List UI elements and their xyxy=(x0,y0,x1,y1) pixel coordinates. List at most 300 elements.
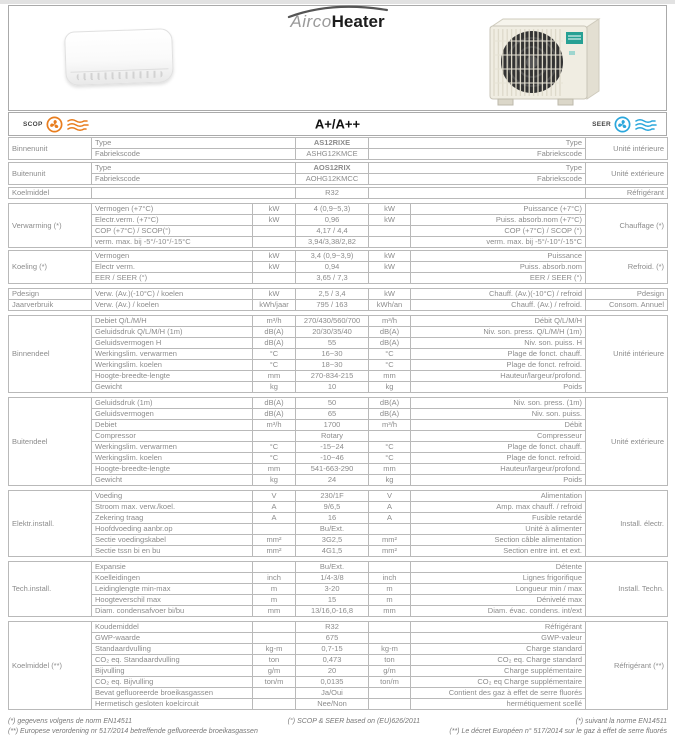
spec-label-nl: Debiet Q/L/M/H xyxy=(92,316,253,327)
unit-fr: g/m xyxy=(369,666,411,677)
unit-nl xyxy=(253,524,296,535)
spec-label-fr: Puissance xyxy=(411,251,586,262)
spec-value: 3-20 xyxy=(296,584,369,595)
unit-fr: °C xyxy=(369,360,411,371)
category-nl: Koeling (*) xyxy=(9,251,92,284)
spec-label-nl: Verw. (Av.)(-10°C) / koelen xyxy=(92,289,253,300)
table-row xyxy=(9,677,668,688)
spec-value: Bu/Ext. xyxy=(296,524,369,535)
spec-label-fr: Poids xyxy=(411,382,586,393)
spec-label-nl: Werkingslim. koelen xyxy=(92,360,253,371)
spec-value: 541-663-290 xyxy=(296,464,369,475)
spec-label-fr: Fusible retardé xyxy=(411,513,586,524)
spec-label-nl: Sectie voedingskabel xyxy=(92,535,253,546)
spec-label-fr: verm. max. bij -5°/-10°/-15°C xyxy=(411,237,586,248)
unit-fr: kWh/an xyxy=(369,300,411,311)
spec-label-fr: Poids xyxy=(411,475,586,486)
spec-label-nl: Werkingslim. verwarmen xyxy=(92,442,253,453)
table-row xyxy=(9,431,668,442)
spec-label-fr: Type xyxy=(369,163,586,174)
spec-value: AOHG12KMCC xyxy=(296,174,369,185)
spec-label-fr: CO₂ eq. Charge standard xyxy=(411,655,586,666)
unit-fr: V xyxy=(369,491,411,502)
footnote-fr-en14511: (*) suivant la norme EN14511 xyxy=(575,718,667,725)
table-row xyxy=(9,699,668,710)
spec-value: 20/30/35/40 xyxy=(296,327,369,338)
unit-nl: dB(A) xyxy=(253,338,296,349)
spec-label-nl: verm. max. bij -5°/-10°/-15°C xyxy=(92,237,253,248)
unit-nl: m xyxy=(253,584,296,595)
spec-value: Bu/Ext. xyxy=(296,562,369,573)
spec-label-fr: EER / SEER (°) xyxy=(411,273,586,284)
unit-nl xyxy=(253,226,296,237)
unit-fr: °C xyxy=(369,349,411,360)
spec-label-fr: COP (+7°C) / SCOP (°) xyxy=(411,226,586,237)
category-fr: Chauffage (*) xyxy=(586,204,668,248)
spec-label-fr: Charge standard xyxy=(411,644,586,655)
spec-value: 3,4 (0,9~3,9) xyxy=(296,251,369,262)
spec-label-nl: Hoogte-breedte-lengte xyxy=(92,464,253,475)
unit-fr: m xyxy=(369,595,411,606)
unit-nl: A xyxy=(253,513,296,524)
spec-label-fr: GWP-valeur xyxy=(411,633,586,644)
spec-label-fr: CO₂ eq Charge supplémentaire xyxy=(411,677,586,688)
spec-table-4 xyxy=(8,203,668,248)
unit-fr xyxy=(369,273,411,284)
unit-fr xyxy=(369,633,411,644)
spec-value: 13/16,0-16,8 xyxy=(296,606,369,617)
spec-label-nl: Fabriekscode xyxy=(92,149,296,160)
unit-fr: kW xyxy=(369,204,411,215)
table-row xyxy=(9,163,668,174)
unit-nl: V xyxy=(253,491,296,502)
table-row xyxy=(9,409,668,420)
table-row xyxy=(9,237,668,248)
table-row xyxy=(9,204,668,215)
table-row xyxy=(9,327,668,338)
spec-label-nl: Vermogen xyxy=(92,251,253,262)
category-nl: Jaarverbruik xyxy=(9,300,92,311)
spec-value: Nee/Non xyxy=(296,699,369,710)
unit-fr: mm² xyxy=(369,535,411,546)
table-row xyxy=(9,349,668,360)
unit-nl: mm xyxy=(253,371,296,382)
spec-label-fr: Plage de fonct. refroid. xyxy=(411,453,586,464)
spec-label-fr: Diam. évac. condens. int/ext xyxy=(411,606,586,617)
table-row xyxy=(9,442,668,453)
brand-logo-heater: Heater xyxy=(331,12,385,31)
unit-fr xyxy=(369,237,411,248)
spec-label-fr: Puiss. absorb.nom xyxy=(411,262,586,273)
spec-label-nl: EER / SEER (°) xyxy=(92,273,253,284)
table-row xyxy=(9,535,668,546)
scop-group xyxy=(23,113,90,135)
unit-nl: m³/h xyxy=(253,316,296,327)
spec-label-nl: Leidinglengte min-max xyxy=(92,584,253,595)
footnote-line-2 xyxy=(8,727,667,737)
unit-nl: kg xyxy=(253,382,296,393)
spec-label-fr: Puissance (+7°C) xyxy=(411,204,586,215)
category-nl: Elektr.install. xyxy=(9,491,92,557)
spec-value: 795 / 163 xyxy=(296,300,369,311)
spec-label-nl: Type xyxy=(92,138,296,149)
unit-fr: m³/h xyxy=(369,316,411,327)
spec-value: 0,7-15 xyxy=(296,644,369,655)
spec-value: AOS12RIX xyxy=(296,163,369,174)
unit-nl: m³/h xyxy=(253,420,296,431)
unit-fr: ton/m xyxy=(369,677,411,688)
spec-value: 0,96 xyxy=(296,215,369,226)
spec-label-nl: Geluidsdruk (1m) xyxy=(92,398,253,409)
unit-nl: °C xyxy=(253,453,296,464)
category-nl: Tech.install. xyxy=(9,562,92,617)
unit-fr xyxy=(369,699,411,710)
spec-value: 1700 xyxy=(296,420,369,431)
spec-label-fr: Niv. son. press. Q/L/M/H (1m) xyxy=(411,327,586,338)
table-row xyxy=(9,655,668,666)
spec-label-nl: Hoogte-breedte-lengte xyxy=(92,371,253,382)
unit-nl: kW xyxy=(253,215,296,226)
spec-value: 50 xyxy=(296,398,369,409)
table-row xyxy=(9,174,668,185)
unit-fr: mm xyxy=(369,606,411,617)
table-row xyxy=(9,546,668,557)
category-fr: Pdesign xyxy=(586,289,668,300)
logo-swoosh-icon xyxy=(286,5,391,19)
footnote-scop-seer: (°) SCOP & SEER based on (EU)626/2011 xyxy=(287,718,421,725)
indoor-unit-image xyxy=(64,28,174,86)
category-nl: Pdesign xyxy=(9,289,92,300)
table-row xyxy=(9,262,668,273)
spec-label-fr: Chauff. (Av.)(-10°C) / refroid xyxy=(411,289,586,300)
spec-label-fr: Charge supplémentaire xyxy=(411,666,586,677)
category-nl: Koelmiddel xyxy=(9,188,92,199)
energy-rating-value: A+/A++ xyxy=(314,116,361,132)
table-row xyxy=(9,398,668,409)
spec-label-fr: Plage de fonct. chauff. xyxy=(411,442,586,453)
unit-nl: dB(A) xyxy=(253,398,296,409)
spec-value: Rotary xyxy=(296,431,369,442)
table-row xyxy=(9,215,668,226)
table-row xyxy=(9,644,668,655)
table-row xyxy=(9,226,668,237)
spec-value: 4 (0,9~5,3) xyxy=(296,204,369,215)
spec-label-nl: Type xyxy=(92,163,296,174)
spec-value: 20 xyxy=(296,666,369,677)
spec-value: 1/4-3/8 xyxy=(296,573,369,584)
spec-value: 675 xyxy=(296,633,369,644)
spec-value: 230/1F xyxy=(296,491,369,502)
table-row xyxy=(9,633,668,644)
unit-fr: kW xyxy=(369,215,411,226)
category-fr: Unité extérieure xyxy=(586,398,668,486)
unit-nl: A xyxy=(253,502,296,513)
spec-label-fr: Type xyxy=(369,138,586,149)
footnote-line-1 xyxy=(8,717,667,727)
spec-table-1 xyxy=(8,137,668,160)
footnote-fr-517-2014: (**) Le décret Européen n° 517/2014 sur le gaz à effet de serre fluorés xyxy=(449,728,667,735)
spec-value: 18~30 xyxy=(296,360,369,371)
table-row xyxy=(9,562,668,573)
spec-label-fr: Niv. son. puiss. xyxy=(411,409,586,420)
spec-value: 4G1,5 xyxy=(296,546,369,557)
unit-fr: dB(A) xyxy=(369,409,411,420)
spec-label-nl: Werkingslim. koelen xyxy=(92,453,253,464)
spec-label-fr: Débit Q/L/M/H xyxy=(411,316,586,327)
unit-nl: kg xyxy=(253,475,296,486)
spec-label-fr: Niv. son. press. (1m) xyxy=(411,398,586,409)
unit-fr: kg xyxy=(369,382,411,393)
unit-nl: kWh/jaar xyxy=(253,300,296,311)
unit-fr: kW xyxy=(369,289,411,300)
spec-value: 0,94 xyxy=(296,262,369,273)
spec-value: 10 xyxy=(296,382,369,393)
unit-nl: °C xyxy=(253,349,296,360)
unit-nl: inch xyxy=(253,573,296,584)
spec-label-nl: Geluidsdruk Q/L/M/H (1m) xyxy=(92,327,253,338)
spec-label-nl: Gewicht xyxy=(92,475,253,486)
spec-value: 3,65 / 7,3 xyxy=(296,273,369,284)
unit-nl: m xyxy=(253,595,296,606)
unit-fr: dB(A) xyxy=(369,338,411,349)
spec-value: 15 xyxy=(296,595,369,606)
table-row xyxy=(9,453,668,464)
spec-value: -15~24 xyxy=(296,442,369,453)
spec-label-fr: Amp. max chauff. / refroid xyxy=(411,502,586,513)
outdoor-unit-image xyxy=(485,15,611,111)
seer-label: SEER xyxy=(592,120,611,128)
spec-label-nl: Stroom max. verw./koel. xyxy=(92,502,253,513)
spec-label-fr: Puiss. absorb.nom (+7°C) xyxy=(411,215,586,226)
unit-fr: A xyxy=(369,513,411,524)
spec-label-nl: Werkingslim. verwarmen xyxy=(92,349,253,360)
spec-value: 2,5 / 3,4 xyxy=(296,289,369,300)
category-nl: Verwarming (*) xyxy=(9,204,92,248)
spec-label-fr: Plage de fonct. refroid. xyxy=(411,360,586,371)
spec-label-nl: GWP-waarde xyxy=(92,633,253,644)
unit-fr: mm xyxy=(369,464,411,475)
unit-fr: °C xyxy=(369,453,411,464)
unit-nl xyxy=(253,237,296,248)
spec-value: 3,94/3,38/2,82 xyxy=(296,237,369,248)
table-row xyxy=(9,149,668,160)
table-row xyxy=(9,360,668,371)
unit-nl: kW xyxy=(253,289,296,300)
table-row xyxy=(9,584,668,595)
spec-label-nl: Bevat gefluoreerde broeikasgassen xyxy=(92,688,253,699)
spec-label-nl: Expansie xyxy=(92,562,253,573)
spec-table-3 xyxy=(8,187,668,199)
unit-fr: inch xyxy=(369,573,411,584)
footnote-nl-en14511: (*) gegevens volgens de norm EN14511 xyxy=(8,718,133,725)
table-row xyxy=(9,502,668,513)
spec-label-nl: Compressor xyxy=(92,431,253,442)
category-nl: Buitendeel xyxy=(9,398,92,486)
spec-label-fr: Hauteur/largeur/profond. xyxy=(411,464,586,475)
spec-label-nl: Fabriekscode xyxy=(92,174,296,185)
unit-nl xyxy=(253,622,296,633)
category-fr: Réfrigérant (**) xyxy=(586,622,668,710)
spec-value: 16 xyxy=(296,513,369,524)
spec-value: AS12RIXE xyxy=(296,138,369,149)
spec-label-nl: COP (+7°C) / SCOP(°) xyxy=(92,226,253,237)
spec-value: 270-834-215 xyxy=(296,371,369,382)
unit-nl: dB(A) xyxy=(253,327,296,338)
table-row xyxy=(9,475,668,486)
unit-fr: dB(A) xyxy=(369,327,411,338)
spec-value: 0,0135 xyxy=(296,677,369,688)
spec-label-nl: Zekering traag xyxy=(92,513,253,524)
table-row xyxy=(9,606,668,617)
category-fr: Consom. Annuel xyxy=(586,300,668,311)
energy-rating-band xyxy=(8,112,667,136)
table-row xyxy=(9,688,668,699)
spec-table-2 xyxy=(8,162,668,185)
spec-label-nl: Standaardvulling xyxy=(92,644,253,655)
spec-value: R32 xyxy=(296,188,369,199)
airflow-icon xyxy=(66,117,90,132)
spec-value: 270/430/560/700 xyxy=(296,316,369,327)
spec-value: 3G2,5 xyxy=(296,535,369,546)
spec-value: -10~46 xyxy=(296,453,369,464)
table-row xyxy=(9,382,668,393)
category-fr: Refroid. (*) xyxy=(586,251,668,284)
table-row xyxy=(9,491,668,502)
category-nl: Binnenunit xyxy=(9,138,92,160)
spec-label-nl: Verw. (Av.) / koelen xyxy=(92,300,253,311)
unit-fr: kg xyxy=(369,475,411,486)
spec-table-10 xyxy=(8,561,668,617)
spec-label-fr: Alimentation xyxy=(411,491,586,502)
table-row xyxy=(9,524,668,535)
table-row xyxy=(9,666,668,677)
category-nl: Buitenunit xyxy=(9,163,92,185)
table-row xyxy=(9,338,668,349)
fan-icon xyxy=(46,116,63,133)
spec-table-7 xyxy=(8,315,668,393)
table-row xyxy=(9,138,668,149)
spec-label-nl: CO₂ eq. Standaardvulling xyxy=(92,655,253,666)
footnote-nl-517-2014: (**) Europese verordening nr 517/2014 betreffende gefluoreerde broeikasgassen xyxy=(8,728,258,735)
fan-icon xyxy=(614,116,631,133)
product-header xyxy=(8,5,667,111)
spec-label-nl: Hoofdvoeding aanbr.op xyxy=(92,524,253,535)
unit-nl xyxy=(253,633,296,644)
category-fr: Unité intérieure xyxy=(586,316,668,393)
spec-value: 16~30 xyxy=(296,349,369,360)
category-fr: Install. électr. xyxy=(586,491,668,557)
spec-label-fr: Fabriekscode xyxy=(369,149,586,160)
spec-label-fr: Dénivelé max xyxy=(411,595,586,606)
unit-nl: °C xyxy=(253,442,296,453)
table-row xyxy=(9,420,668,431)
spec-label-fr: Fabriekscode xyxy=(369,174,586,185)
spec-label-fr: Section câble alimentation xyxy=(411,535,586,546)
spec-label-fr: Longueur min / max xyxy=(411,584,586,595)
unit-nl: mm² xyxy=(253,535,296,546)
spec-value: 24 xyxy=(296,475,369,486)
spec-label-fr: Unité à alimenter xyxy=(411,524,586,535)
table-row xyxy=(9,573,668,584)
table-row xyxy=(9,622,668,633)
unit-fr xyxy=(369,688,411,699)
spec-label-nl: Koelleidingen xyxy=(92,573,253,584)
spec-label-nl: Vermogen (+7°C) xyxy=(92,204,253,215)
spec-label-nl: Gewicht xyxy=(92,382,253,393)
spec-label-fr: Compresseur xyxy=(411,431,586,442)
footnotes xyxy=(8,717,667,737)
spec-blocks xyxy=(8,137,667,710)
unit-nl xyxy=(253,699,296,710)
spec-label-fr: Hauteur/largeur/profond. xyxy=(411,371,586,382)
table-row xyxy=(9,300,668,311)
unit-nl: dB(A) xyxy=(253,409,296,420)
spec-label-nl: Koudemiddel xyxy=(92,622,253,633)
page-top-edge xyxy=(0,0,675,4)
table-row xyxy=(9,251,668,262)
spec-table-9 xyxy=(8,490,668,557)
unit-nl: mm xyxy=(253,606,296,617)
table-row xyxy=(9,273,668,284)
category-fr: Réfrigérant xyxy=(586,188,668,199)
table-row xyxy=(9,371,668,382)
unit-fr: mm xyxy=(369,371,411,382)
unit-nl xyxy=(253,688,296,699)
spec-label-nl: Electr.verm. (+7°C) xyxy=(92,215,253,226)
spec-label-nl xyxy=(92,188,296,199)
spec-value: 55 xyxy=(296,338,369,349)
spec-label-nl: Electr verm. xyxy=(92,262,253,273)
spec-value: 9/6,5 xyxy=(296,502,369,513)
unit-fr: °C xyxy=(369,442,411,453)
spec-label-nl: Hoogteverschil max xyxy=(92,595,253,606)
unit-nl xyxy=(253,562,296,573)
airflow-icon xyxy=(634,117,658,132)
unit-nl: ton xyxy=(253,655,296,666)
unit-fr: kW xyxy=(369,251,411,262)
spec-label-fr xyxy=(369,188,586,199)
unit-nl: kW xyxy=(253,204,296,215)
unit-fr: m xyxy=(369,584,411,595)
unit-fr: A xyxy=(369,502,411,513)
unit-fr xyxy=(369,524,411,535)
brand-logo-airco: Airco xyxy=(290,12,332,31)
spec-label-fr: Niv. son. puiss. H xyxy=(411,338,586,349)
spec-label-nl: Voeding xyxy=(92,491,253,502)
category-fr: Install. Techn. xyxy=(586,562,668,617)
unit-fr: mm² xyxy=(369,546,411,557)
table-row xyxy=(9,513,668,524)
unit-nl: mm xyxy=(253,464,296,475)
unit-nl: mm² xyxy=(253,546,296,557)
category-nl: Koelmiddel (**) xyxy=(9,622,92,710)
spec-label-fr: Débit xyxy=(411,420,586,431)
table-row xyxy=(9,289,668,300)
spec-label-nl: Hermetisch gesloten koelcircuit xyxy=(92,699,253,710)
spec-value: 65 xyxy=(296,409,369,420)
spec-label-nl: Geluidsvermogen xyxy=(92,409,253,420)
unit-fr xyxy=(369,431,411,442)
spec-value: R32 xyxy=(296,622,369,633)
spec-table-5 xyxy=(8,250,668,284)
spec-label-fr: Détente xyxy=(411,562,586,573)
unit-nl xyxy=(253,431,296,442)
unit-nl xyxy=(253,273,296,284)
brand-logo xyxy=(290,12,384,32)
spec-value: 0,473 xyxy=(296,655,369,666)
spec-label-fr: Plage de fonct. chauff. xyxy=(411,349,586,360)
unit-nl: g/m xyxy=(253,666,296,677)
